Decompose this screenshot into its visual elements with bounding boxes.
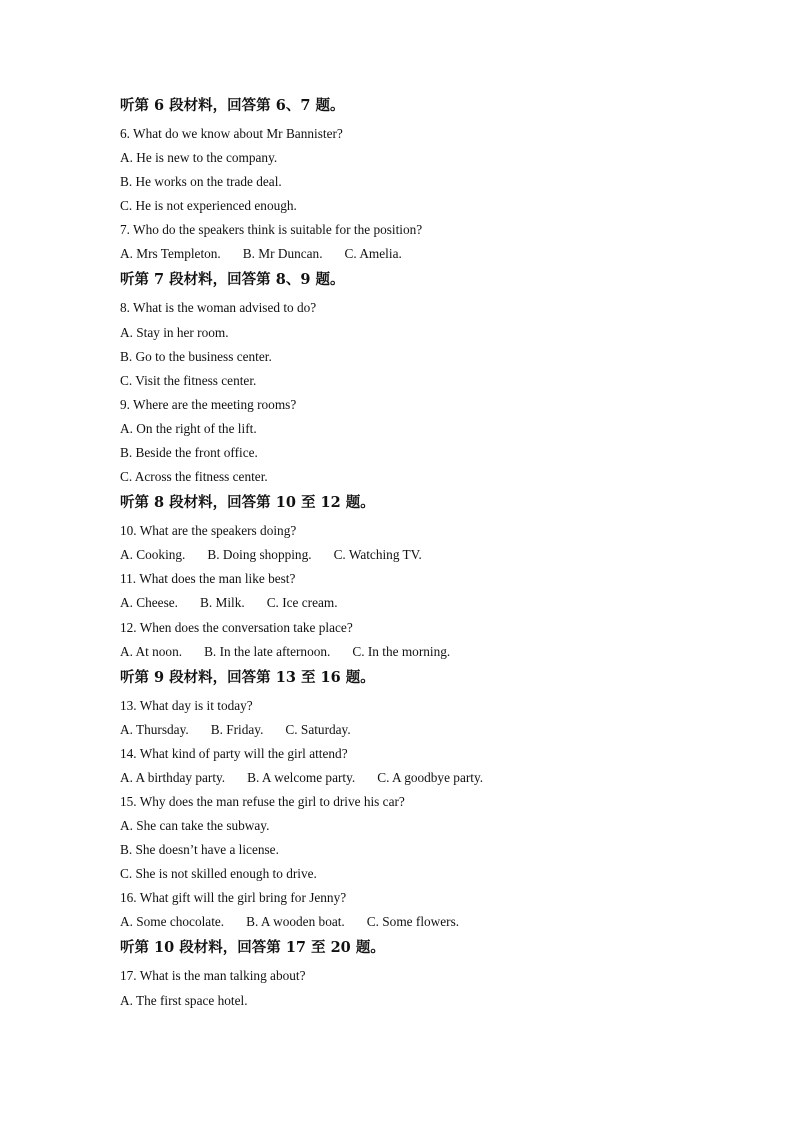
question-text: 11. What does the man like best? [120, 571, 296, 587]
option-text: A. Cooking. [120, 547, 186, 563]
option-text: A. Cheese. [120, 595, 178, 611]
options-row [120, 643, 740, 661]
option-text: C. Saturday. [285, 721, 351, 737]
question-text: 15. Why does the man refuse the girl to drive his car? [120, 793, 405, 809]
question-text: 10. What are the speakers doing? [120, 523, 297, 539]
section-heading: 听第 6 段材料，回答第 6、7 题。 [120, 97, 345, 114]
question-text: 17. What is the man talking about? [120, 968, 306, 984]
question-text: 14. What kind of party will the girl attend? [120, 745, 348, 761]
option-text: B. He works on the trade deal. [120, 174, 282, 190]
question-text: 7. Who do the speakers think is suitable for the position? [120, 222, 423, 238]
option-text: C. Watching TV. [333, 547, 422, 563]
option-text: C. A goodbye party. [377, 769, 484, 785]
option-text: A. A birthday party. [120, 769, 226, 785]
question-text: 16. What gift will the girl bring for Jenny? [120, 890, 347, 906]
question-text: 12. When does the conversation take place? [120, 619, 353, 635]
option-text: B. Friday. [210, 721, 264, 737]
option-text: B. A wooden boat. [246, 914, 345, 930]
option-text: C. Ice cream. [266, 595, 338, 611]
option-text: B. Doing shopping. [207, 547, 312, 563]
option-text: C. Across the fitness center. [120, 469, 268, 485]
option-text: C. Visit the fitness center. [120, 372, 257, 388]
question-text: 6. What do we know about Mr Bannister? [120, 126, 343, 141]
option-text: A. Thursday. [120, 721, 189, 737]
section-heading: 听第 9 段材料，回答第 13 至 16 题。 [120, 668, 375, 686]
option-text: C. In the morning. [352, 643, 451, 659]
option-text: B. In the late afternoon. [204, 643, 331, 659]
option-text: A. Stay in her room. [120, 324, 229, 340]
question-text: 13. What day is it today? [120, 697, 253, 713]
option-text: B. Milk. [199, 595, 245, 611]
options-row [120, 769, 740, 787]
option-text: A. Mrs Templeton. [120, 246, 221, 262]
option-text: B. Go to the business center. [120, 348, 272, 364]
option-text: B. Mr Duncan. [242, 246, 323, 262]
section-heading: 听第 7 段材料，回答第 8、9 题。 [120, 271, 345, 289]
exam-page [120, 96, 740, 1010]
option-text: A. She can take the subway. [120, 818, 270, 834]
options-row [120, 594, 740, 612]
option-text: A. At noon. [120, 643, 183, 659]
option-text: A. Some chocolate. [120, 914, 225, 930]
option-text: C. She is not skilled enough to drive. [120, 866, 317, 882]
question-text: 9. Where are the meeting rooms? [120, 396, 297, 412]
option-text: A. He is new to the company. [120, 150, 278, 166]
section-heading: 听第 10 段材料，回答第 17 至 20 题。 [120, 939, 385, 957]
options-row [120, 245, 740, 263]
option-text: C. He is not experienced enough. [120, 198, 297, 214]
option-text: B. Beside the front office. [120, 445, 258, 461]
section-heading: 听第 8 段材料，回答第 10 至 12 题。 [120, 494, 375, 512]
option-text: C. Some flowers. [366, 914, 460, 930]
options-row [120, 913, 740, 931]
question-text: 8. What is the woman advised to do? [120, 300, 317, 316]
option-text: B. A welcome party. [247, 769, 356, 785]
option-text: B. She doesn’t have a license. [120, 842, 279, 858]
options-row [120, 721, 740, 739]
options-row [120, 546, 740, 564]
option-text: C. Amelia. [344, 246, 402, 262]
option-text: A. On the right of the lift. [120, 420, 257, 436]
option-text: A. The first space hotel. [120, 992, 248, 1008]
